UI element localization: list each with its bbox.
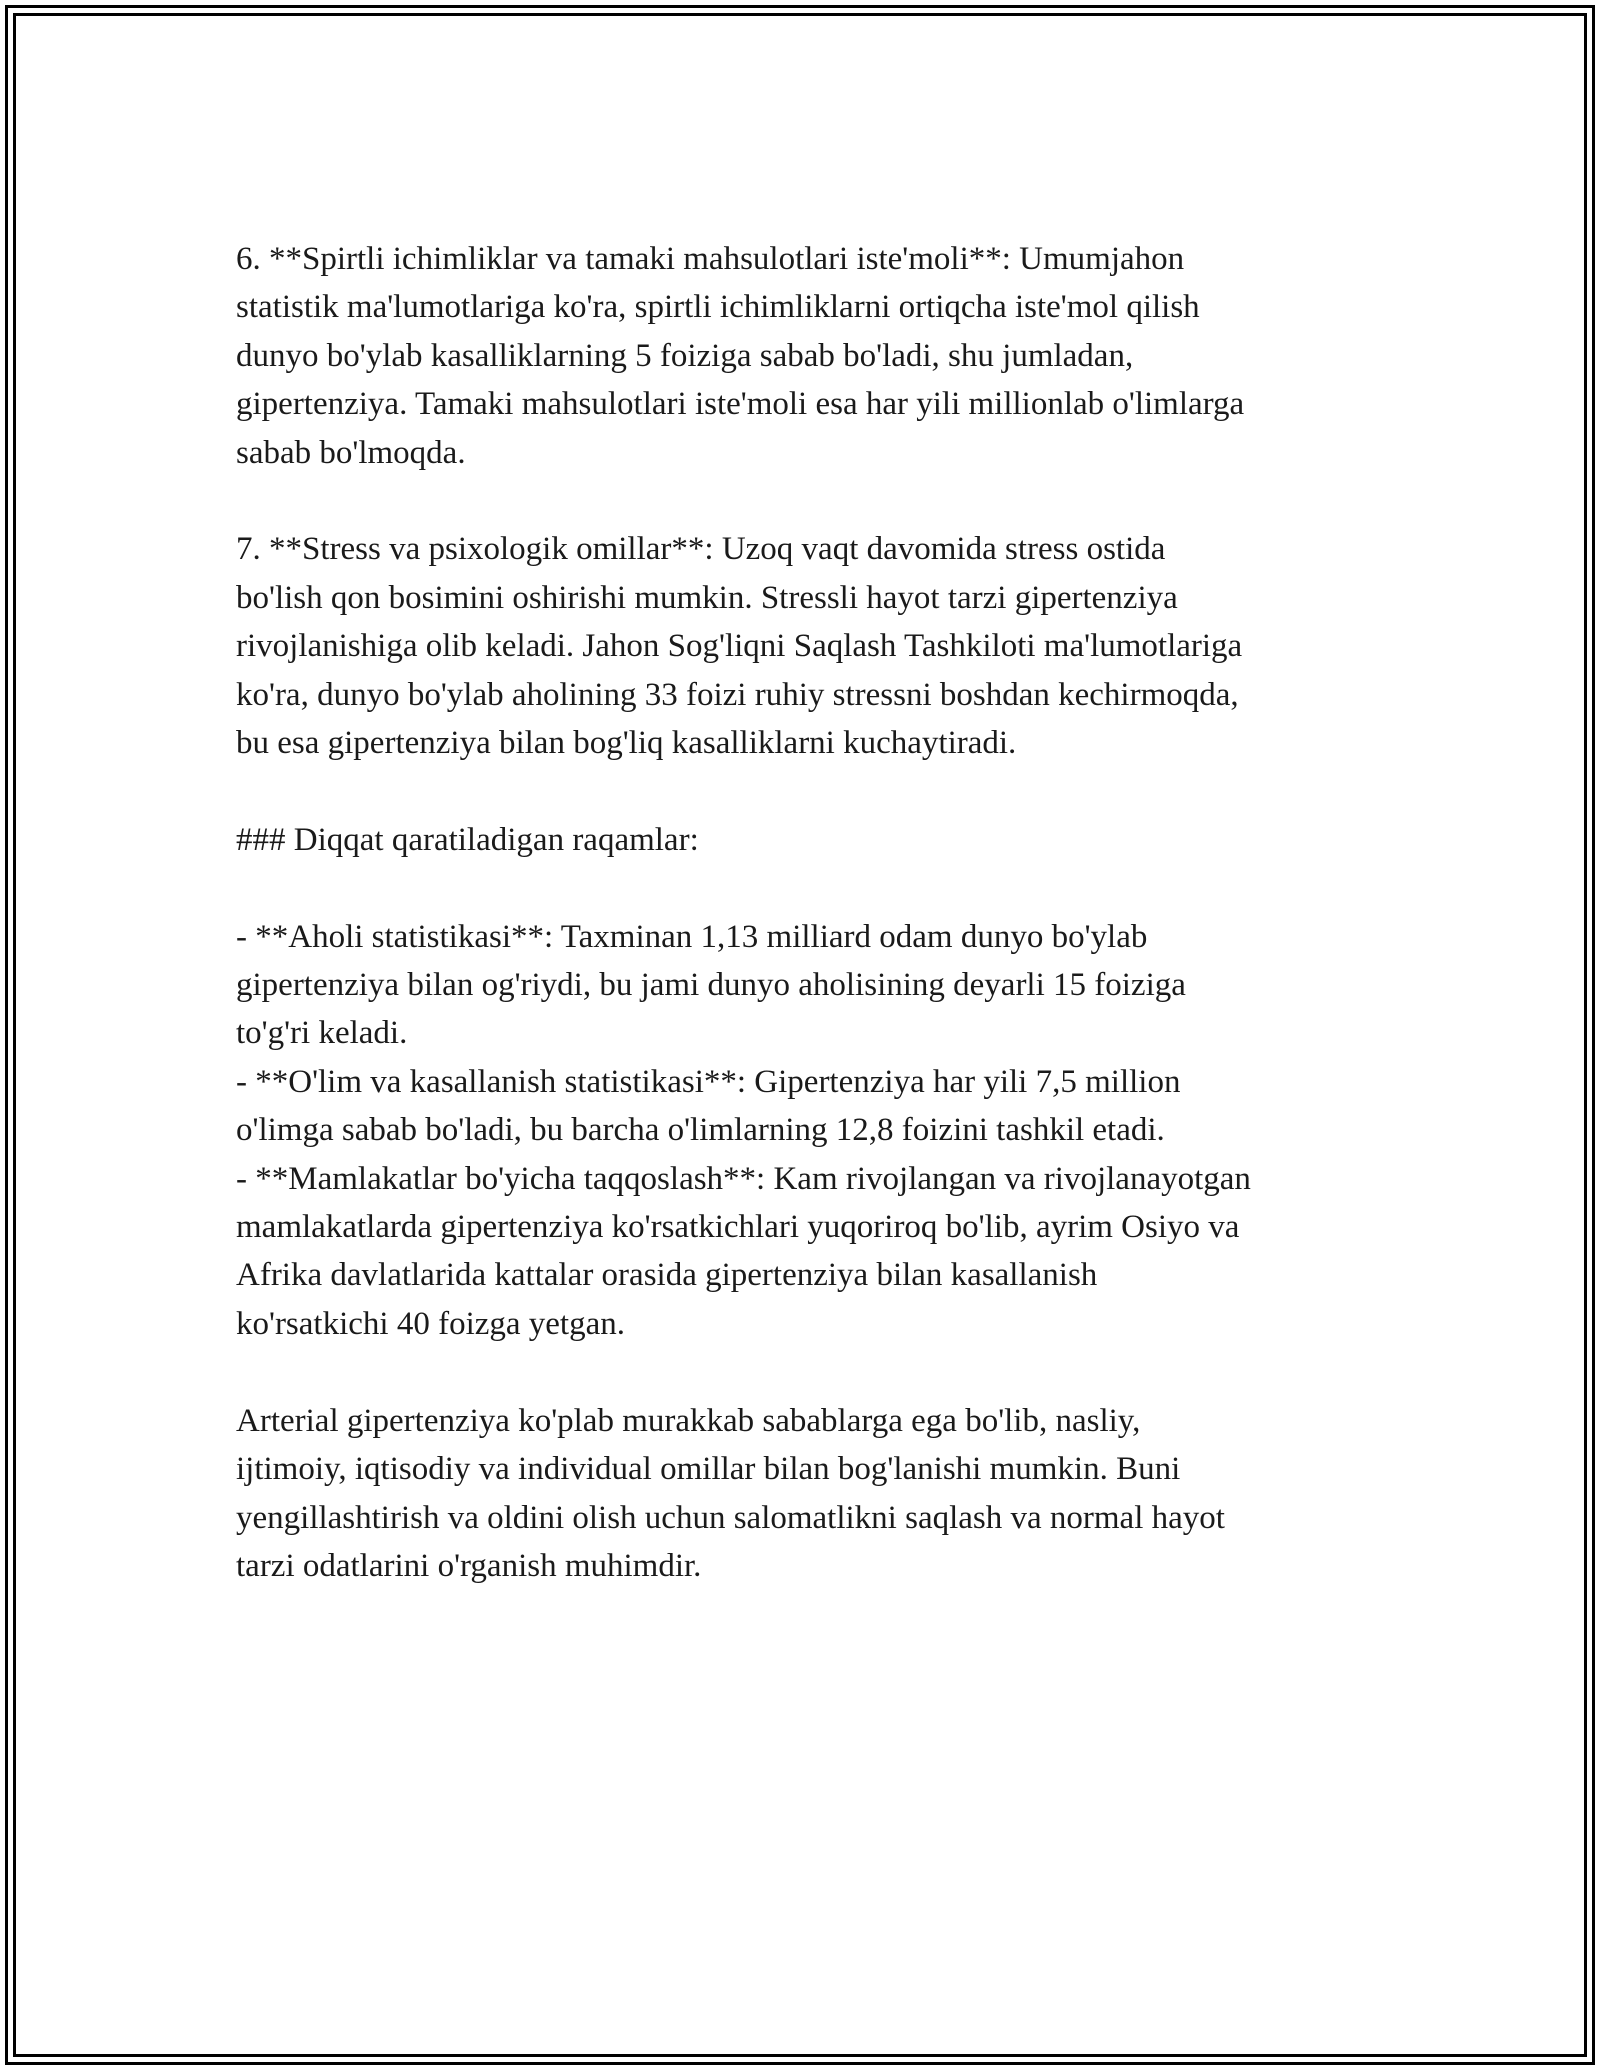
paragraph-alcohol-tobacco: 6. **Spirtli ichimliklar va tamaki mahsulotlari iste'moli**: Umumjahon statistik ma'lumotlariga ko'ra, spirtli ichimliklarni ortiqcha iste'mol qilish dunyo bo'ylab kasalliklarning 5 foiziga sabab bo'ladi, shu jumladan, gipertenziya. Tamaki mahsulotlari iste'moli esa har yili millionlab o'limlarga sabab bo'lmoqda. bbox=[236, 241, 1245, 471]
paragraph-conclusion: Arterial gipertenziya ko'plab murakkab sabablarga ega bo'lib, nasliy, ijtimoiy, iqtisodiy va individual omillar bilan bog'lanishi mumkin. Buni yengillashtirish va oldini olish uchun salomatlikni saqlash va normal hayot tarzi odatlarini o'rganish muhimdir. bbox=[236, 1402, 1225, 1584]
paragraph-spacer bbox=[236, 1348, 1366, 1396]
paragraph-spacer bbox=[236, 477, 1366, 525]
paragraph-spacer bbox=[236, 767, 1366, 815]
paragraph-stress: 7. **Stress va psixologik omillar**: Uzoq vaqt davomida stress ostida bo'lish qon bosimini oshirishi mumkin. Stressli hayot tarzi gipertenziya rivojlanishiga olib keladi. Jahon Sog'liqni Saqlash Tashkiloti ma'lumotlariga ko'ra, dunyo bo'ylab aholining 33 foizi ruhiy stressni boshdan kechirmoqda, bu esa gipertenziya bilan bog'liq kasalliklarni kuchaytiradi. bbox=[236, 531, 1243, 762]
document-body bbox=[236, 235, 1366, 1590]
paragraph-spacer bbox=[236, 864, 1366, 912]
statistics-list: - **Aholi statistikasi**: Taxminan 1,13 milliard odam dunyo bo'ylab gipertenziya bilan og'riydi, bu jami dunyo aholisining deyarli 15 foiziga to'g'ri keladi. - **O'lim va kasallanish statistikasi**: Gipertenziya har yili 7,5 million o'limga sabab bo'ladi, bu barcha o'limlarning 12,8 foizini tashkil etadi. - **Mamlakatlar bo'yicha taqqoslash**: Kam rivojlangan va rivojlanayotgan mamlakatlarda gipertenziya ko'rsatkichlari yuqoriroq bo'lib, ayrim Osiyo va Afrika davlatlarida kattalar orasida gipertenziya bilan kasallanish ko'rsatkichi 40 foizga yetgan. bbox=[236, 918, 1251, 1342]
section-heading-key-figures: ### Diqqat qaratiladigan raqamlar: bbox=[236, 821, 699, 858]
